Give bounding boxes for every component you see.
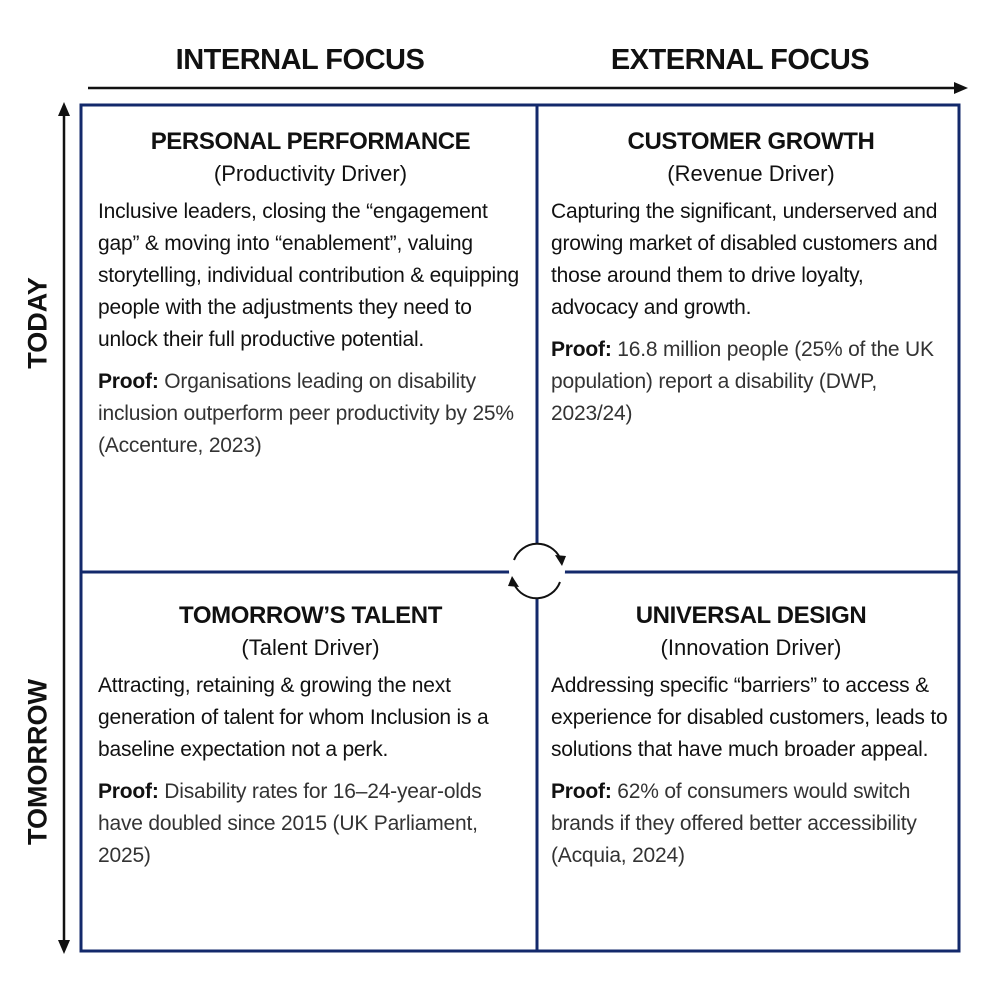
quadrant-title: UNIVERSAL DESIGN [635, 602, 867, 629]
column-heading-external-focus: EXTERNAL FOCUS [610, 44, 870, 76]
quadrant-proof [551, 776, 951, 872]
proof-text: 62% of consumers would switch brands if they offered better accessibility (Acquia, 2024) [551, 780, 917, 867]
quadrant-proof [98, 776, 523, 872]
quadrant-subtitle: (Productivity Driver) [213, 161, 408, 186]
quadrant-tomorrows-talent [98, 600, 523, 872]
quadrant-proof [98, 366, 523, 462]
quadrant-personal-performance [98, 126, 523, 462]
proof-label: Proof: [551, 780, 612, 803]
horizontal-axis-arrow [88, 82, 968, 94]
quadrant-subtitle: (Revenue Driver) [667, 161, 835, 186]
row-heading-today: TODAY [22, 277, 53, 369]
vertical-axis-arrow [58, 102, 70, 954]
quadrant-subtitle: (Innovation Driver) [660, 635, 842, 660]
quadrant-body: Attracting, retaining & growing the next generation of talent for whom Inclusion is a baseline expectation not a perk. [98, 674, 489, 761]
proof-text: 16.8 million people (25% of the UK population) report a disability (DWP, 2023/24) [551, 338, 934, 425]
quadrant-title: PERSONAL PERFORMANCE [150, 128, 471, 155]
quadrant-universal-design [551, 600, 951, 872]
proof-text: Disability rates for 16–24-year-olds have doubled since 2015 (UK Parliament, 2025) [98, 780, 482, 867]
quadrant-title: TOMORROW’S TALENT [179, 602, 442, 629]
quadrant-customer-growth [551, 126, 951, 430]
quadrant-subtitle: (Talent Driver) [241, 635, 380, 660]
proof-label: Proof: [551, 338, 612, 361]
quadrant-proof [551, 334, 951, 430]
proof-label: Proof: [98, 780, 159, 803]
quadrant-body: Capturing the significant, underserved and growing market of disabled customers and those around them to drive loyalty, advocacy and growth. [551, 200, 938, 319]
proof-label: Proof: [98, 370, 159, 393]
quadrant-body: Addressing specific “barriers” to access & experience for disabled customers, leads to solutions that have much broader appeal. [551, 674, 948, 761]
cycle-arrows-icon [508, 543, 566, 599]
quadrant-body: Inclusive leaders, closing the “engagement gap” & moving into “enablement”, valuing storytelling, individual contribution & equipping people with the adjustments they need to unlock their full productive potential. [98, 200, 519, 351]
column-heading-internal-focus: INTERNAL FOCUS [175, 44, 425, 76]
quadrant-title: CUSTOMER GROWTH [627, 128, 875, 155]
proof-text: Organisations leading on disability inclusion outperform peer productivity by 25% (Accenture, 2023) [98, 370, 514, 457]
row-heading-tomorrow: TOMORROW [22, 679, 53, 845]
